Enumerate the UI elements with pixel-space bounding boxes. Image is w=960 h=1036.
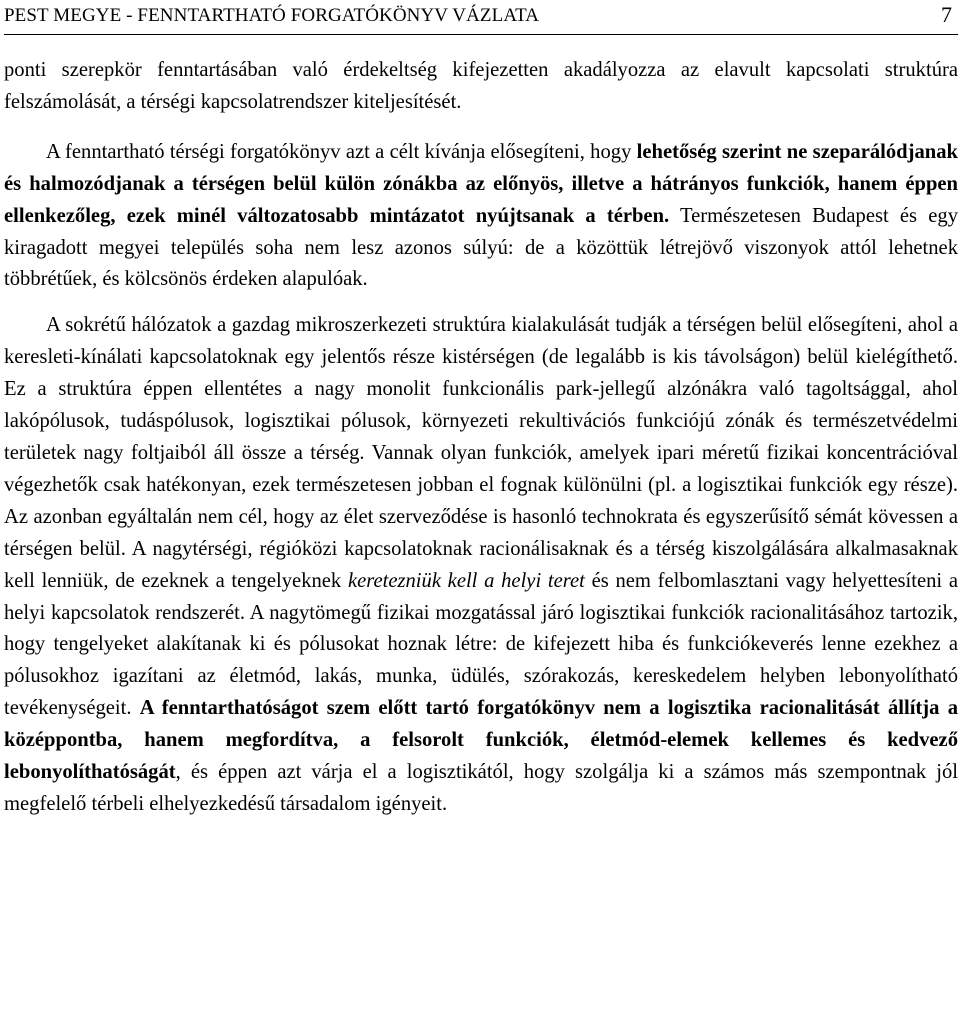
paragraph-3-text-mid: és nem felbomlasztani vagy helyettesíteni a helyi kapcsolatok rendszerét. A nagytömegű fizikai mozgatással járó logisztikai funkciók racionalitásához tartozik, hogy tengelyeket alakítanak ki és pólusokat hoznak létre: de kifejezett hiba és funkciókeverés lenne ezekhez a pólusokhoz igazítani az életmód, lakás, munka, üdülés, szórakozás, kereskedelem helyben lebonyolítható tevékenységeit.: [4, 569, 958, 720]
paragraph-3-text: A sokrétű hálózatok a gazdag mikroszerkezeti struktúra kialakulását tudják a térségen belül elősegíteni, ahol a keresleti-kínálati kapcsolatoknak egy jelentős része kistérségen (de legalább is kis távolságon) belül kielégíthető. Ez a struktúra éppen ellentétes a nagy monolit funkcionális park-jellegű alzónákra való tagoltsággal, ahol lakópólusok, tudáspólusok, logisztikai pólusok, környezeti rekultivációs funkciójú zónák és természetvédelmi területek nagy foltjaiból áll össze a térség. Vannak olyan funkciók, amelyek ipari méretű fizikai koncentrációval végezhetők csak hatékonyan, ezek természetesen jobban el fognak különülni (pl. a logisztikai funkciók egy része). Az azonban egyáltalán nem cél, hogy az élet szerveződése is hasonló technokrata és egyszerűsítő sémát kövessen a térségen belül. A nagytérségi, régióközi kapcsolatoknak racionálisaknak és a térség kiszolgálására alkalmasaknak kell lenniük, de ezeknek a tengelyeknek: [4, 314, 958, 592]
page-header: [4, 0, 958, 35]
paragraph-2-text-end: Természetesen Budapest és egy kiragadott megyei település soha nem lesz azonos súlyú: de a közöttük létrejövő viszonyok attól lehetnek többrétűek, és kölcsönös érdeken alapulóak.: [4, 204, 958, 291]
paragraph-3: [4, 310, 958, 821]
paragraph-2: [4, 137, 958, 297]
paragraph-3-bold-text: A fenntarthatóságot szem előtt tartó forgatókönyv nem a logisztika racionalitását állítja a középpontba, hanem megfordítva, a felsorolt funkciók, életmód-elemek kellemes és kedvező lebonyolíthatóságát: [4, 697, 958, 784]
header-title: PEST MEGYE - FENNTARTHATÓ FORGATÓKÖNYV VÁZLATA: [4, 5, 540, 26]
paragraph-3-italic-text: keretezniük kell a helyi teret: [347, 569, 585, 592]
paragraph-2-bold-text: lehetőség szerint ne szeparálódjanak és halmozódjanak a térségen belül külön zónákba az előnyös, illetve a hátrányos funkciók, hanem éppen ellenkezőleg, ezek minél változatosabb mintázatot nyújtsanak a térben.: [4, 140, 958, 227]
paragraph-1: [4, 55, 958, 119]
paragraph-2-text: A fenntartható térségi forgatókönyv azt a célt kívánja elősegíteni, hogy: [46, 140, 637, 163]
page-number: 7: [941, 2, 952, 27]
paragraph-3-text-end: , és éppen azt várja el a logisztikától, hogy szolgálja ki a számos más szempontnak jól megfelelő térbeli elhelyezkedésű társadalom igényeit.: [4, 761, 958, 815]
paragraph-1-text: ponti szerepkör fenntartásában való érdekeltség kifejezetten akadályozza az elavult kapcsolati struktúra felszámolását, a térségi kapcsolatrendszer kiteljesítését.: [4, 59, 958, 113]
